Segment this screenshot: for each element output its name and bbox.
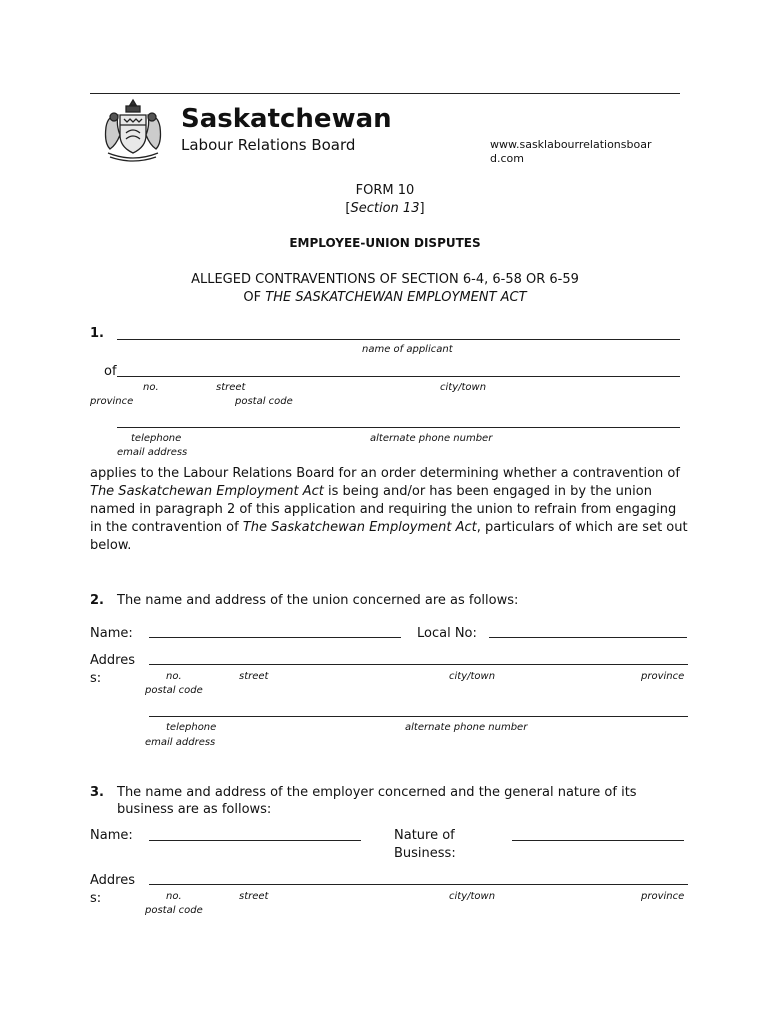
section-3-number: 3. [90,785,104,800]
top-rule [90,93,680,94]
applicant-name-line[interactable] [117,339,680,340]
section-1-number: 1. [90,326,104,341]
para-part-2: is being and/or has been engaged in by the union named in paragraph 2 of this application and requiring the union to refrain from engaging in the contravention of [90,484,677,535]
employer-address-label-2: s: [90,891,102,906]
para-act-1: The Saskatchewan Employment Act [90,484,324,499]
union-no-label: no. [166,671,182,682]
section-bracket-close: ] [419,201,425,216]
employer-nature-label-1: Nature of [394,828,455,843]
employer-postal-label: postal code [145,905,203,916]
applicant-address-line[interactable] [117,376,680,377]
application-paragraph [90,465,690,555]
employer-city-label: city/town [449,891,496,902]
applicant-name-label: name of applicant [362,344,453,355]
employer-nature-line[interactable] [512,840,684,841]
para-act-2: The Saskatchewan Employment Act [242,520,477,535]
employer-street-label: street [239,891,269,902]
section-3-heading-2: business are as follows: [117,802,272,817]
subtitle-act: THE SASKATCHEWAN EMPLOYMENT ACT [265,290,527,305]
section-2-number: 2. [90,593,104,608]
para-part-1: applies to the Labour Relations Board for an order determining whether a contravention of [90,466,680,481]
applicant-email-label: email address [117,447,188,458]
applicant-alt-phone-label: alternate phone number [370,433,493,444]
form-title: EMPLOYEE-UNION DISPUTES [289,236,481,250]
union-phone-line[interactable] [149,716,688,717]
subtitle-prefix: OF [243,290,266,305]
website-line-1: www.sasklabourrelationsboar [490,138,652,151]
union-postal-label: postal code [145,685,203,696]
union-telephone-label: telephone [166,722,217,733]
org-name: Saskatchewan [181,104,392,134]
applicant-no-label: no. [143,382,159,393]
of-label: of [104,364,117,379]
website-line-2: d.com [490,152,524,165]
board-name: Labour Relations Board [181,136,356,154]
union-address-label-2: s: [90,671,102,686]
employer-name-line[interactable] [149,840,361,841]
applicant-telephone-label: telephone [131,433,182,444]
employer-province-label: province [641,891,685,902]
section-ref: Section 13 [350,201,420,216]
para-part-3: , particulars of which are set out below. [90,520,688,553]
employer-nature-label-2: Business: [394,846,456,861]
section-3-heading-1: The name and address of the employer concerned and the general nature of its [117,785,637,800]
union-address-label-1: Addres [90,653,135,668]
section-2-heading: The name and address of the union concerned are as follows: [117,593,519,608]
employer-no-label: no. [166,891,182,902]
applicant-postal-label: postal code [235,396,293,407]
union-name-label: Name: [90,626,133,641]
union-alt-phone-label: alternate phone number [405,722,528,733]
union-city-label: city/town [449,671,496,682]
applicant-phone-line[interactable] [117,427,680,428]
employer-name-label: Name: [90,828,133,843]
form-subtitle-2 [0,290,770,305]
union-email-label: email address [145,737,216,748]
union-street-label: street [239,671,269,682]
union-local-line[interactable] [489,637,687,638]
applicant-city-label: city/town [440,382,487,393]
section-bracket-open: [ [345,201,351,216]
applicant-province-label: province [90,396,134,407]
form-section [0,201,770,216]
union-name-line[interactable] [149,637,401,638]
applicant-street-label: street [216,382,246,393]
coat-of-arms-icon [100,97,166,163]
union-province-label: province [641,671,685,682]
employer-address-label-1: Addres [90,873,135,888]
form-number: FORM 10 [355,183,415,198]
union-local-label: Local No: [417,626,477,641]
form-subtitle-1: ALLEGED CONTRAVENTIONS OF SECTION 6-4, 6-58 OR 6-59 [191,272,579,287]
employer-address-line[interactable] [149,884,688,885]
union-address-line[interactable] [149,664,688,665]
